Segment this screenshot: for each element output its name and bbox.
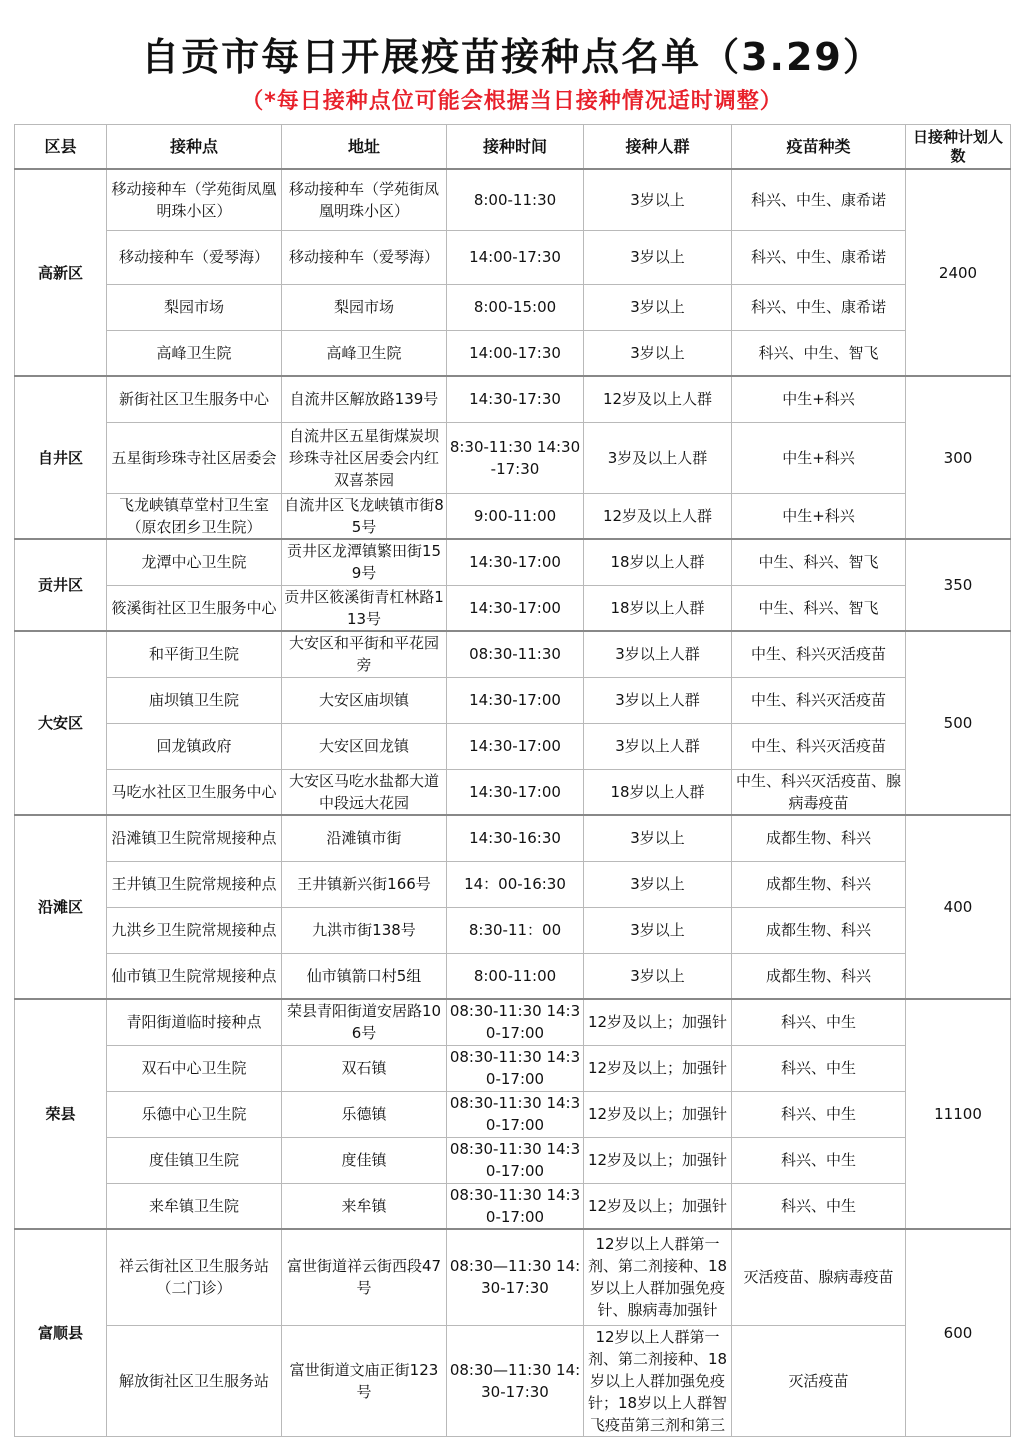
- address-cell: 自流井区飞龙峡镇市街85号: [282, 493, 447, 539]
- vaccine-cell: 科兴、中生、康希诺: [732, 230, 906, 284]
- table-row: [15, 769, 1011, 815]
- vaccine-cell: 中生+科兴: [732, 422, 906, 493]
- table-row: [15, 330, 1011, 376]
- table-row: [15, 284, 1011, 330]
- plan-count-cell: 500: [906, 631, 1011, 815]
- time-cell: 14:30-17:00: [447, 585, 584, 631]
- time-cell: 14:30-16:30: [447, 815, 584, 861]
- site-cell: 来牟镇卫生院: [107, 1183, 282, 1229]
- district-cell: 高新区: [15, 169, 107, 376]
- vaccine-cell: 中生+科兴: [732, 493, 906, 539]
- time-cell: 14:30-17:00: [447, 769, 584, 815]
- table-row: [15, 230, 1011, 284]
- address-cell: 自流井区解放路139号: [282, 376, 447, 422]
- site-cell: 五星街珍珠寺社区居委会: [107, 422, 282, 493]
- vaccine-cell: 科兴、中生、康希诺: [732, 284, 906, 330]
- address-cell: 贡井区筱溪街青杠林路113号: [282, 585, 447, 631]
- crowd-cell: 12岁及以上；加强针: [584, 1045, 732, 1091]
- time-cell: 14:30-17:00: [447, 539, 584, 585]
- site-cell: 庙坝镇卫生院: [107, 677, 282, 723]
- site-cell: 和平街卫生院: [107, 631, 282, 677]
- vaccine-cell: 成都生物、科兴: [732, 953, 906, 999]
- plan-count-cell: 600: [906, 1229, 1011, 1436]
- site-cell: 移动接种车（爱琴海）: [107, 230, 282, 284]
- site-cell: 新街社区卫生服务中心: [107, 376, 282, 422]
- site-cell: 仙市镇卫生院常规接种点: [107, 953, 282, 999]
- crowd-cell: 12岁以上人群第一剂、第二剂接种、18岁以上人群加强免疫针、腺病毒加强针: [584, 1229, 732, 1325]
- column-header: 接种点: [107, 125, 282, 170]
- site-cell: 梨园市场: [107, 284, 282, 330]
- vaccine-cell: 科兴、中生: [732, 1045, 906, 1091]
- site-cell: 乐德中心卫生院: [107, 1091, 282, 1137]
- plan-count-cell: 300: [906, 376, 1011, 539]
- time-cell: 14：00-16:30: [447, 861, 584, 907]
- time-cell: 08:30-11:30 14:30-17:00: [447, 999, 584, 1045]
- vaccine-cell: 科兴、中生: [732, 999, 906, 1045]
- crowd-cell: 12岁及以上；加强针: [584, 999, 732, 1045]
- table-row: [15, 376, 1011, 422]
- time-cell: 08:30-11:30: [447, 631, 584, 677]
- time-cell: 9:00-11:00: [447, 493, 584, 539]
- address-cell: 大安区马吃水盐都大道中段远大花园: [282, 769, 447, 815]
- district-cell: 自井区: [15, 376, 107, 539]
- address-cell: 大安区回龙镇: [282, 723, 447, 769]
- crowd-cell: 3岁以上: [584, 907, 732, 953]
- time-cell: 8:00-11:00: [447, 953, 584, 999]
- site-cell: 王井镇卫生院常规接种点: [107, 861, 282, 907]
- vaccine-cell: 科兴、中生、智飞: [732, 330, 906, 376]
- address-cell: 富世街道祥云街西段47号: [282, 1229, 447, 1325]
- vaccine-cell: 中生+科兴: [732, 376, 906, 422]
- plan-count-cell: 11100: [906, 999, 1011, 1229]
- plan-count-cell: 400: [906, 815, 1011, 999]
- time-cell: 08:30-11:30 14:30-17:00: [447, 1045, 584, 1091]
- table-row: [15, 999, 1011, 1045]
- table-body: [15, 169, 1011, 1436]
- time-cell: 8:00-11:30: [447, 169, 584, 230]
- district-cell: 富顺县: [15, 1229, 107, 1436]
- time-cell: 14:00-17:30: [447, 330, 584, 376]
- column-header: 接种时间: [447, 125, 584, 170]
- site-cell: 青阳街道临时接种点: [107, 999, 282, 1045]
- vaccine-cell: 中生、科兴灭活疫苗: [732, 631, 906, 677]
- time-cell: 14:30-17:00: [447, 723, 584, 769]
- site-cell: 回龙镇政府: [107, 723, 282, 769]
- site-cell: 马吃水社区卫生服务中心: [107, 769, 282, 815]
- crowd-cell: 18岁以上人群: [584, 769, 732, 815]
- address-cell: 九洪市街138号: [282, 907, 447, 953]
- address-cell: 乐德镇: [282, 1091, 447, 1137]
- vaccine-cell: 科兴、中生: [732, 1091, 906, 1137]
- district-cell: 大安区: [15, 631, 107, 815]
- crowd-cell: 3岁以上: [584, 815, 732, 861]
- time-cell: 8:30-11:30 14:30-17:30: [447, 422, 584, 493]
- table-row: [15, 539, 1011, 585]
- time-cell: 08:30—11:30 14:30-17:30: [447, 1229, 584, 1325]
- address-cell: 王井镇新兴街166号: [282, 861, 447, 907]
- crowd-cell: 3岁以上人群: [584, 723, 732, 769]
- plan-count-cell: 350: [906, 539, 1011, 631]
- table-row: [15, 907, 1011, 953]
- table-row: [15, 1137, 1011, 1183]
- site-cell: 度佳镇卫生院: [107, 1137, 282, 1183]
- crowd-cell: 3岁以上: [584, 953, 732, 999]
- address-cell: 沿滩镇市街: [282, 815, 447, 861]
- crowd-cell: 3岁及以上人群: [584, 422, 732, 493]
- page-title: 自贡市每日开展疫苗接种点名单（3.29）: [141, 35, 883, 79]
- address-cell: 梨园市场: [282, 284, 447, 330]
- crowd-cell: 3岁以上: [584, 230, 732, 284]
- time-cell: 8:30-11：00: [447, 907, 584, 953]
- plan-count-cell: 2400: [906, 169, 1011, 376]
- site-cell: 移动接种车（学苑街凤凰明珠小区）: [107, 169, 282, 230]
- table-row: [15, 422, 1011, 493]
- site-cell: 祥云街社区卫生服务站（二门诊）: [107, 1229, 282, 1325]
- table-row: [15, 585, 1011, 631]
- address-cell: 大安区和平街和平花园旁: [282, 631, 447, 677]
- table-row: [15, 723, 1011, 769]
- site-cell: 飞龙峡镇草堂村卫生室（原农团乡卫生院）: [107, 493, 282, 539]
- crowd-cell: 18岁以上人群: [584, 539, 732, 585]
- vaccine-cell: 科兴、中生: [732, 1183, 906, 1229]
- crowd-cell: 3岁以上人群: [584, 677, 732, 723]
- column-header: 日接种计划人数: [906, 125, 1011, 170]
- vaccine-cell: 灭活疫苗、腺病毒疫苗: [732, 1229, 906, 1325]
- table-row: [15, 1183, 1011, 1229]
- crowd-cell: 12岁及以上；加强针: [584, 1137, 732, 1183]
- address-cell: 仙市镇箭口村5组: [282, 953, 447, 999]
- address-cell: 高峰卫生院: [282, 330, 447, 376]
- table-row: [15, 861, 1011, 907]
- crowd-cell: 3岁以上人群: [584, 631, 732, 677]
- crowd-cell: 12岁及以上人群: [584, 493, 732, 539]
- address-cell: 度佳镇: [282, 1137, 447, 1183]
- vaccine-cell: 科兴、中生、康希诺: [732, 169, 906, 230]
- vaccine-cell: 中生、科兴灭活疫苗: [732, 723, 906, 769]
- crowd-cell: 18岁以上人群: [584, 585, 732, 631]
- table-row: [15, 1325, 1011, 1436]
- table-row: [15, 677, 1011, 723]
- time-cell: 08:30—11:30 14:30-17:30: [447, 1325, 584, 1436]
- address-cell: 移动接种车（爱琴海）: [282, 230, 447, 284]
- site-cell: 高峰卫生院: [107, 330, 282, 376]
- vaccination-schedule-table: [14, 124, 1011, 1437]
- district-cell: 沿滩区: [15, 815, 107, 999]
- address-cell: 移动接种车（学苑街凤凰明珠小区）: [282, 169, 447, 230]
- site-cell: 沿滩镇卫生院常规接种点: [107, 815, 282, 861]
- time-cell: 08:30-11:30 14:30-17:00: [447, 1183, 584, 1229]
- table-header-row: [15, 125, 1011, 170]
- vaccine-cell: 中生、科兴灭活疫苗: [732, 677, 906, 723]
- crowd-cell: 12岁及以上；加强针: [584, 1183, 732, 1229]
- table-row: [15, 1091, 1011, 1137]
- crowd-cell: 12岁及以上；加强针: [584, 1091, 732, 1137]
- column-header: 地址: [282, 125, 447, 170]
- time-cell: 8:00-15:00: [447, 284, 584, 330]
- site-cell: 解放街社区卫生服务站: [107, 1325, 282, 1436]
- vaccine-cell: 中生、科兴、智飞: [732, 539, 906, 585]
- time-cell: 08:30-11:30 14:30-17:00: [447, 1137, 584, 1183]
- crowd-cell: 12岁以上人群第一剂、第二剂接种、18岁以上人群加强免疫针；18岁以上人群智飞疫苗第三剂和第三: [584, 1325, 732, 1436]
- crowd-cell: 3岁以上: [584, 169, 732, 230]
- vaccine-cell: 中生、科兴、智飞: [732, 585, 906, 631]
- site-cell: 龙潭中心卫生院: [107, 539, 282, 585]
- site-cell: 双石中心卫生院: [107, 1045, 282, 1091]
- crowd-cell: 3岁以上: [584, 861, 732, 907]
- column-header: 区县: [15, 125, 107, 170]
- vaccine-cell: 中生、科兴灭活疫苗、腺病毒疫苗: [732, 769, 906, 815]
- address-cell: 富世街道文庙正街123号: [282, 1325, 447, 1436]
- table-row: [15, 953, 1011, 999]
- column-header: 接种人群: [584, 125, 732, 170]
- time-cell: 14:30-17:00: [447, 677, 584, 723]
- address-cell: 荣县青阳街道安居路106号: [282, 999, 447, 1045]
- vaccine-cell: 成都生物、科兴: [732, 907, 906, 953]
- table-row: [15, 169, 1011, 230]
- address-cell: 双石镇: [282, 1045, 447, 1091]
- district-cell: 荣县: [15, 999, 107, 1229]
- table-row: [15, 631, 1011, 677]
- time-cell: 08:30-11:30 14:30-17:00: [447, 1091, 584, 1137]
- time-cell: 14:30-17:30: [447, 376, 584, 422]
- crowd-cell: 3岁以上: [584, 284, 732, 330]
- vaccine-cell: 成都生物、科兴: [732, 861, 906, 907]
- district-cell: 贡井区: [15, 539, 107, 631]
- address-cell: 来牟镇: [282, 1183, 447, 1229]
- table-row: [15, 493, 1011, 539]
- site-cell: 筱溪街社区卫生服务中心: [107, 585, 282, 631]
- page-subtitle: （*每日接种点位可能会根据当日接种情况适时调整）: [241, 89, 783, 114]
- time-cell: 14:00-17:30: [447, 230, 584, 284]
- vaccine-cell: 成都生物、科兴: [732, 815, 906, 861]
- address-cell: 自流井区五星街煤炭坝珍珠寺社区居委会内红双喜茶园: [282, 422, 447, 493]
- address-cell: 贡井区龙潭镇繁田街159号: [282, 539, 447, 585]
- table-row: [15, 1229, 1011, 1325]
- crowd-cell: 3岁以上: [584, 330, 732, 376]
- vaccine-cell: 科兴、中生: [732, 1137, 906, 1183]
- table-row: [15, 815, 1011, 861]
- column-header: 疫苗种类: [732, 125, 906, 170]
- crowd-cell: 12岁及以上人群: [584, 376, 732, 422]
- site-cell: 九洪乡卫生院常规接种点: [107, 907, 282, 953]
- address-cell: 大安区庙坝镇: [282, 677, 447, 723]
- vaccine-cell: 灭活疫苗: [732, 1325, 906, 1436]
- table-row: [15, 1045, 1011, 1091]
